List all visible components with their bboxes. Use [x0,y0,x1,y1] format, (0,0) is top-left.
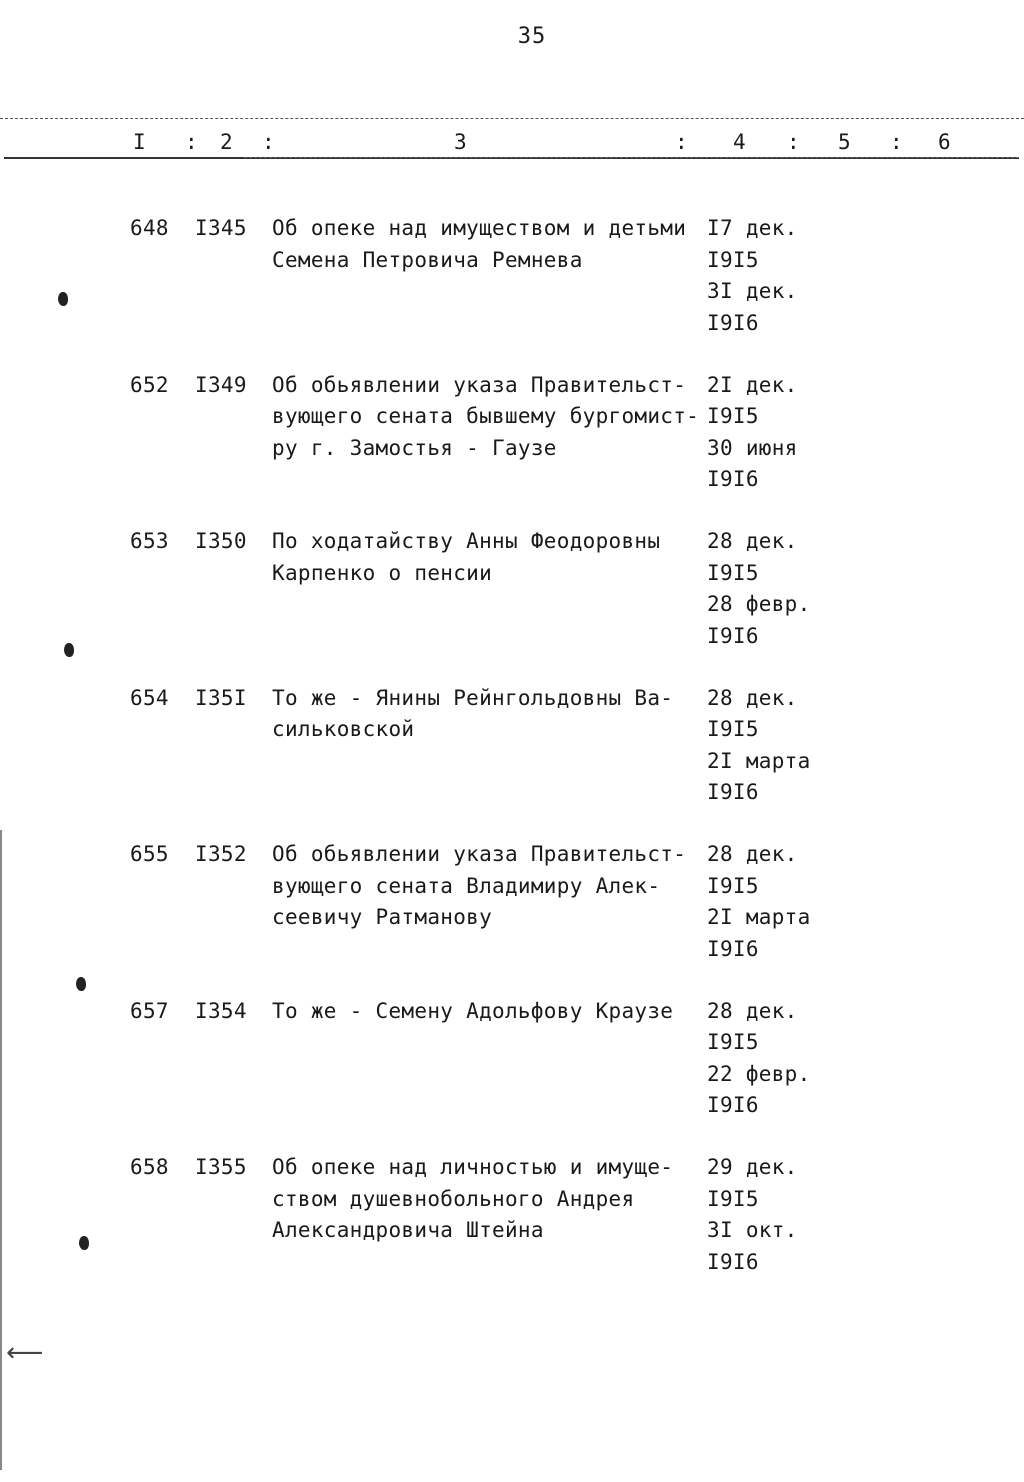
margin-edge-line [0,830,2,1470]
title-line: Об обьявлении указа Правительст- [272,842,687,866]
list-item [0,996,1024,1153]
column-header-2: 2 [220,130,233,154]
start-date: 2I дек. [707,372,798,397]
entry-title [272,683,702,746]
title-line: сеевичу Ратманову [272,905,493,929]
start-year: I9I5 [707,560,759,585]
punch-hole-mark [76,977,86,991]
entry-title [272,213,702,276]
file-number: I349 [195,372,247,397]
column-header-1: I [133,130,146,154]
title-line: Александровича Штейна [272,1218,544,1242]
start-year: I9I5 [707,717,759,741]
list-item [0,683,1024,840]
entry-title [272,1152,702,1247]
start-date: 28 дек. [707,842,798,866]
file-number: I352 [195,842,247,866]
column-separator: : [675,130,688,154]
title-line: вующего сената бывшему бургомист- [272,404,700,428]
start-date: I7 дек. [707,216,798,240]
title-line: Об обьявлении указа Правительст- [272,372,687,397]
end-year: I9I6 [707,936,759,961]
list-item [0,526,1024,683]
title-line: То же - Янины Рейнгольдовны Ва- [272,685,674,710]
start-date: 28 дек. [707,529,798,553]
title-line: ством душевнобольного Андрея [272,1186,635,1211]
title-line: ру г. Замостья - Гаузе [272,435,557,460]
file-number: I350 [195,529,247,553]
file-number: I355 [195,1155,247,1179]
inventory-list [0,213,1024,1309]
entry-title [272,526,702,589]
punch-hole-mark [64,643,74,657]
end-year: I9I6 [707,623,759,648]
title-line: То же - Семену Адольфову Краузе [272,998,674,1023]
pencil-tick-mark: ⟵ [6,1338,44,1368]
end-year: I9I6 [707,780,759,804]
column-header-5: 5 [838,130,851,154]
list-item [0,370,1024,527]
entry-dates [707,839,827,965]
start-date: 29 дек. [707,1155,798,1179]
entry-number: 655 [130,842,169,866]
column-separator: : [185,130,198,154]
file-number: I354 [195,998,247,1023]
end-date: 3I окт. [707,1218,798,1242]
start-year: I9I5 [707,404,759,428]
title-line: Об опеке над имуществом и детьми [272,216,687,240]
title-line: Карпенко о пенсии [272,560,493,585]
title-line: Об опеке над личностью и имуще- [272,1155,674,1179]
end-year: I9I6 [707,310,759,335]
header-rule-bottom [4,157,1019,159]
column-separator: : [890,130,903,154]
column-separator: : [262,130,275,154]
end-date: 22 февр. [707,1061,811,1086]
entry-number: 648 [130,216,169,240]
column-separator: : [787,130,800,154]
entry-number: 653 [130,529,169,553]
list-item [0,839,1024,996]
end-date: 3I дек. [707,279,798,303]
entry-number: 657 [130,998,169,1023]
entry-dates [707,1152,827,1278]
end-year: I9I6 [707,467,759,491]
punch-hole-mark [58,292,68,306]
start-date: 28 дек. [707,998,798,1023]
entry-number: 654 [130,685,169,710]
header-rule-top [0,118,1024,119]
end-year: I9I6 [707,1093,759,1117]
column-header-4: 4 [733,130,746,154]
column-header-6: 6 [938,130,951,154]
entry-number: 652 [130,372,169,397]
start-date: 28 дек. [707,685,798,710]
end-date: 2I марта [707,905,811,929]
entry-number: 658 [130,1155,169,1179]
start-year: I9I5 [707,1030,759,1054]
file-number: I35I [195,685,247,710]
entry-dates [707,213,827,339]
entry-title [272,839,702,934]
entry-title [272,370,702,465]
title-line: По ходатайству Анны Феодоровны [272,529,661,553]
list-item [0,213,1024,370]
end-date: 28 февр. [707,592,811,616]
title-line: Семена Петровича Ремнева [272,247,583,272]
entry-dates [707,996,827,1122]
title-line: вующего сената Владимиру Алек- [272,873,661,898]
start-year: I9I5 [707,1186,759,1211]
punch-hole-mark [79,1236,89,1250]
end-date: 30 июня [707,435,798,460]
start-year: I9I5 [707,873,759,898]
end-date: 2I марта [707,748,811,773]
entry-dates [707,683,827,809]
end-year: I9I6 [707,1249,759,1274]
start-year: I9I5 [707,247,759,272]
entry-dates [707,526,827,652]
list-item [0,1152,1024,1309]
column-header-3: 3 [454,130,467,154]
entry-title [272,996,702,1028]
entry-dates [707,370,827,496]
title-line: сильковской [272,717,415,741]
page-number: 35 [517,24,547,49]
file-number: I345 [195,216,247,240]
